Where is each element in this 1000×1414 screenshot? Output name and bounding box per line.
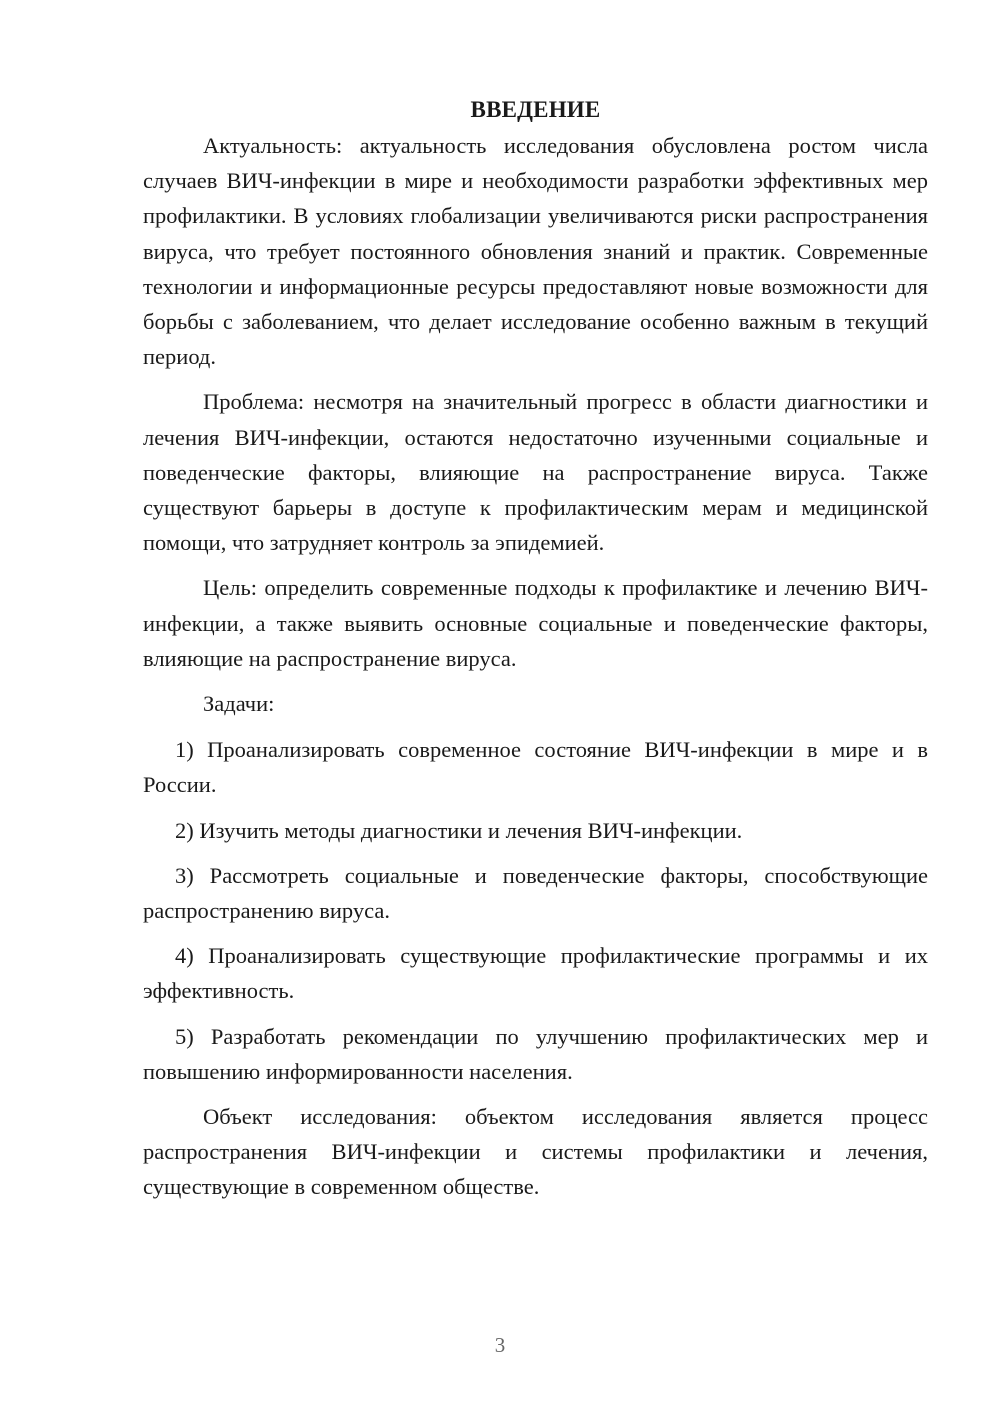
- page-number: 3: [494, 1333, 506, 1357]
- paragraph-object: Объект исследования: объектом исследования является процесс распространения ВИЧ-инфекции и системы профилактики и лечения, существующие в современном обществе.: [143, 1104, 928, 1200]
- task-item: 5) Разработать рекомендации по улучшению профилактических мер и повышению информированности населения.: [143, 1023, 928, 1084]
- task-item: 4) Проанализировать существующие профилактические программы и их эффективность.: [143, 943, 928, 1004]
- tasks-list: [143, 732, 928, 1089]
- paragraph-relevance: Актуальность: актуальность исследования обусловлена ростом числа случаев ВИЧ-инфекции в мире и необходимости разработки эффективных мер профилактики. В условиях глобализации увеличиваются риски распространения вируса, что требует постоянного обновления знаний и практик. Современные технологии и информационные ресурсы предоставляют новые возможности для борьбы с заболеванием, что делает исследование особенно важным в текущий период.: [143, 133, 928, 370]
- task-item: 2) Изучить методы диагностики и лечения ВИЧ-инфекции.: [175, 817, 743, 843]
- section-heading: ВВЕДЕНИЕ: [470, 97, 601, 122]
- paragraph-problem: Проблема: несмотря на значительный прогресс в области диагностики и лечения ВИЧ-инфекции, остаются недостаточно изученными социальные и поведенческие факторы, влияющие на распространение вируса. Также существуют барьеры в доступе к профилактическим мерам и медицинской помощи, что затрудняет контроль за эпидемией.: [143, 389, 928, 556]
- task-item: 3) Рассмотреть социальные и поведенческие факторы, способствующие распространению вируса.: [143, 862, 928, 924]
- task-item: 1) Проанализировать современное состояние ВИЧ-инфекции в мире и в России.: [143, 737, 928, 798]
- document-page: [143, 92, 928, 1215]
- tasks-label: Задачи:: [203, 691, 275, 717]
- paragraph-goal: Цель: определить современные подходы к профилактике и лечению ВИЧ-инфекции, а также выявить основные социальные и поведенческие факторы, влияющие на распространение вируса.: [143, 575, 928, 671]
